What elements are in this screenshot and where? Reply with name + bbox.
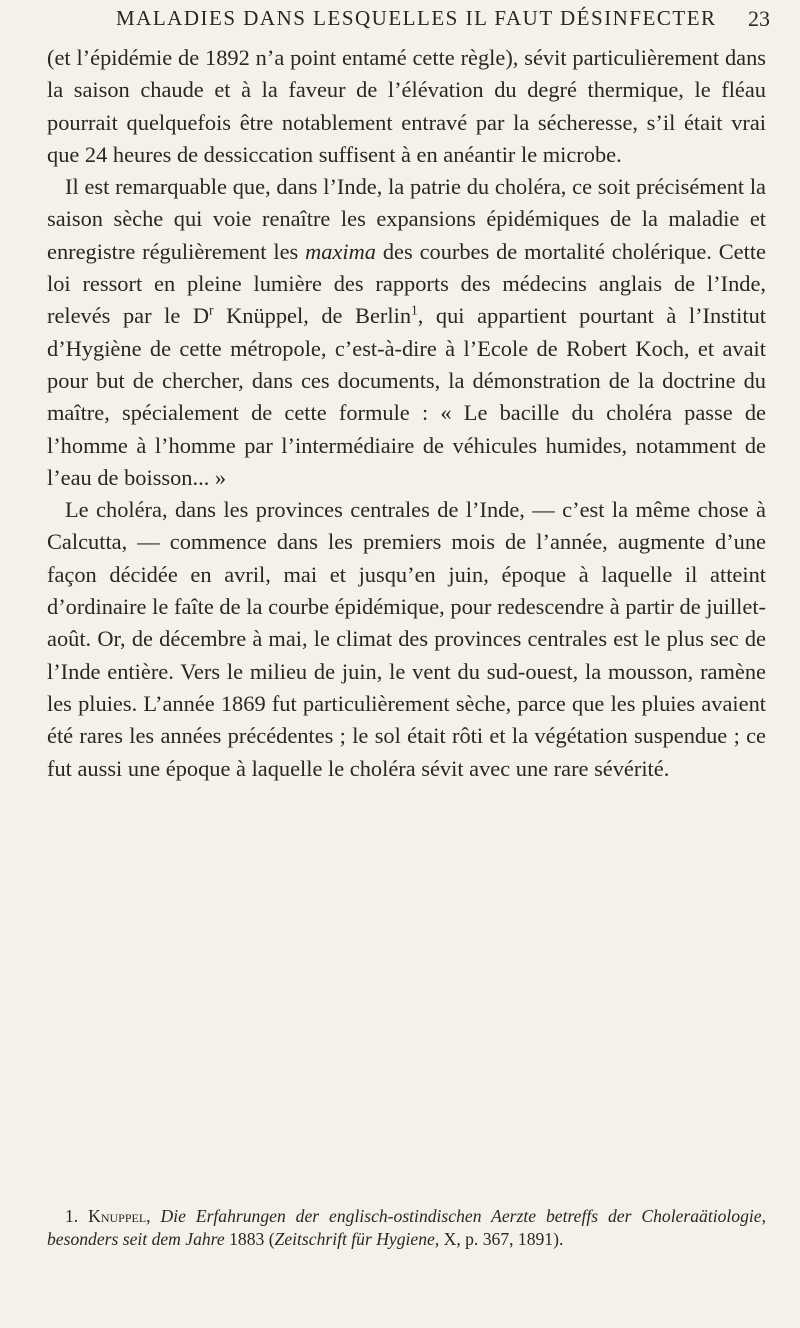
running-title: MALADIES DANS LESQUELLES IL FAUT DÉSINFECTER [116, 6, 717, 30]
paragraph-3-text: Le choléra, dans les provinces centrales de l’Inde, — c’est la même chose à Calcutta, — commence dans les premiers mois de l’année, augmente d’une façon décidée en avril, mai et jusqu’en juin, époque à laquelle il atteint d’ordinaire le faîte de la courbe épidémique, pour redescendre à partir de juillet-août. Or, de décembre à mai, le climat des provinces centrales est le plus sec de l’Inde entière. Vers le milieu de juin, le vent du sud-ouest, la mousson, ramène les pluies. L’année 1869 fut particulièrement sèche, parce que les pluies avaient été rares les années précédentes ; le sol était rôti et la végétation suspendue ; ce fut aussi une époque à laquelle le choléra sévit avec une rare sévérité. [47, 497, 766, 781]
body-text [47, 42, 766, 785]
footnote-year: 1883 ( [224, 1229, 275, 1249]
footnote-sep: , [146, 1206, 161, 1226]
footnote-reference: 1 [411, 302, 418, 318]
doctor-abbrev: D [192, 303, 210, 329]
footnotes [47, 1205, 766, 1251]
footnote-journal: Zeitschrift für Hygiene [274, 1229, 435, 1249]
footnote-rest: , X, p. 367, 1891). [434, 1229, 564, 1249]
footnote-number: 1. [65, 1206, 79, 1226]
paragraph-1-text: (et l’épidémie de 1892 n’a point entamé cette règle), sévit particulièrement dans la saison chaude et à la faveur de l’élévation du degré thermique, le fléau pourrait quelquefois être notablement entravé par la sécheresse, s’il était vrai que 24 heures de dessiccation suffisent à en anéantir le microbe. [47, 45, 766, 167]
paragraph-3 [47, 494, 766, 785]
doctor-abbrev-sup: r [209, 302, 214, 318]
paragraph-2-text-c: Knüppel, de Berlin [213, 303, 412, 329]
italic-maxima: maxima [305, 238, 376, 264]
footnote-author: Knuppel [88, 1206, 147, 1226]
running-head [52, 6, 770, 34]
paragraph-2-text-a: Il est remarquable que, dans l’Inde, la patrie du choléra, ce soit précisément la saison sèche qui voie renaître les expansions épidémiques de la maladie et enregistre régulièrement les [47, 174, 766, 264]
page-number: 23 [748, 6, 770, 31]
paragraph-2-text-b: des courbes de mortalité cholérique. Cette loi ressort en pleine lumière des rapports des médecins anglais de l’Inde, relevés par le [47, 238, 766, 329]
paragraph-2 [47, 171, 766, 494]
footnote-1 [47, 1205, 766, 1251]
footnote-title: Die Erfahrungen der englisch-ostindischen Aerzte betreffs der Choleraätiologie, besonders seit dem Jahre [47, 1206, 766, 1249]
paragraph-1 [47, 42, 766, 171]
paragraph-2-text-d: , qui appartient pourtant à l’Institut d’Hygiène de cette métropole, c’est-à-dire à l’Ecole de Robert Koch, et avait pour but de chercher, dans ces documents, la démonstration de la doctrine du maître, spécialement de cette formule : « Le bacille du choléra passe de l’homme à l’homme par l’intermédiaire de véhicules humides, notamment de l’eau de boisson... » [47, 303, 766, 490]
